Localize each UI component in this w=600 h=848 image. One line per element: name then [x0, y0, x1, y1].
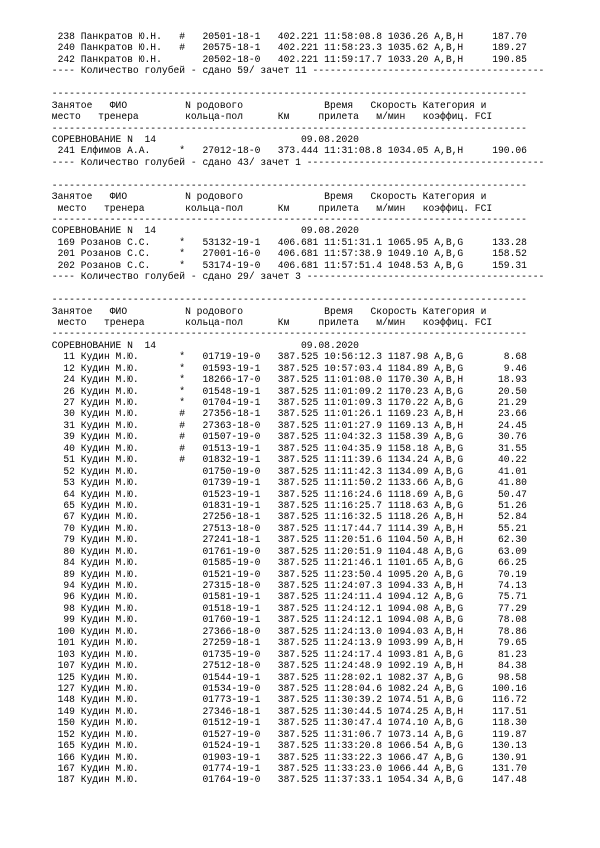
result-row: 165 Кудин М.Ю. 01524-19-1 387.525 11:33:20.8 1066.54 A,B,G 130.13 [46, 740, 527, 752]
results-printout [46, 31, 586, 786]
result-row: 101 Кудин М.Ю. 27259-18-1 387.525 11:24:13.9 1093.99 A,B,H 79.65 [46, 637, 527, 649]
result-row: 103 Кудин М.Ю. 01735-19-0 387.525 11:24:17.4 1093.81 A,B,G 81.23 [46, 648, 527, 660]
result-row: 65 Кудин М.Ю. 01831-19-1 387.525 11:16:25.7 1118.63 A,B,G 51.26 [46, 499, 527, 511]
summary-line: ---- Количество голубей - сдано 59/ зачет 11 ---------------------------------------- [46, 65, 545, 77]
result-row: 26 Кудин М.Ю. * 01548-19-1 387.525 11:01:09.2 1170.23 A,B,G 20.50 [46, 385, 527, 397]
result-row: 39 Кудин М.Ю. # 01507-19-0 387.525 11:04:32.3 1158.39 A,B,G 30.76 [46, 431, 527, 443]
result-row: 242 Панкратов Ю.Н. 20502-18-0 402.221 11:59:17.7 1033.20 A,B,H 190.85 [46, 53, 527, 65]
result-row: 79 Кудин М.Ю. 27241-18-1 387.525 11:20:51.6 1104.50 A,B,H 62.30 [46, 534, 527, 546]
column-header: Занятое ФИО N родового Время Скорость Категория и [46, 99, 487, 111]
result-row: 127 Кудин М.Ю. 01534-19-0 387.525 11:28:04.6 1082.24 A,B,G 100.16 [46, 682, 527, 694]
result-row: 94 Кудин М.Ю. 27315-18-0 387.525 11:24:07.3 1094.33 A,B,H 74.13 [46, 580, 527, 591]
result-row: 150 Кудин М.Ю. 01512-19-1 387.525 11:30:47.4 1074.10 A,B,G 118.30 [46, 717, 527, 729]
separator-line: ---------------------------------------------------------------------------------- [46, 122, 527, 134]
result-row: 27 Кудин М.Ю. * 01704-19-1 387.525 11:01:09.3 1170.22 A,B,G 21.29 [46, 397, 527, 408]
result-row: 125 Кудин М.Ю. 01544-19-1 387.525 11:28:02.1 1082.37 A,B,G 98.58 [46, 671, 527, 683]
competition-header: СОРЕВНОВАНИЕ N 14 09.08.2020 [46, 225, 359, 237]
result-row: 67 Кудин М.Ю. 27256-18-1 387.525 11:16:32.5 1118.26 A,B,H 52.84 [46, 511, 527, 523]
result-row: 12 Кудин М.Ю. * 01593-19-1 387.525 10:57:03.4 1184.89 A,B,G 9.46 [46, 362, 527, 374]
result-row: 11 Кудин М.Ю. * 01719-19-0 387.525 10:56:12.3 1187.98 A,B,G 8.68 [46, 351, 527, 363]
result-row: 169 Розанов С.С. * 53132-19-1 406.681 11:51:31.1 1065.95 A,B,G 133.28 [46, 236, 527, 248]
summary-line: ---- Количество голубей - сдано 43/ зачет 1 ----------------------------------------- [46, 156, 545, 168]
blank-line [46, 168, 586, 179]
column-header: Занятое ФИО N родового Время Скорость Категория и [46, 191, 487, 203]
result-row: 31 Кудин М.Ю. # 27363-18-0 387.525 11:01:27.9 1169.13 A,B,H 24.45 [46, 419, 527, 431]
column-header: место тренера кольца-пол Км прилета м/мин коэффиц. FCI [46, 316, 493, 328]
separator-line: ---------------------------------------------------------------------------------- [46, 88, 527, 100]
result-row: 84 Кудин М.Ю. 01585-19-0 387.525 11:21:46.1 1101.65 A,B,G 66.25 [46, 557, 527, 569]
result-row: 70 Кудин М.Ю. 27513-18-0 387.525 11:17:44.7 1114.39 A,B,H 55.21 [46, 522, 527, 534]
result-row: 40 Кудин М.Ю. # 01513-19-1 387.525 11:04:35.9 1158.18 A,B,G 31.55 [46, 442, 527, 454]
result-row: 107 Кудин М.Ю. 27512-18-0 387.525 11:24:48.9 1092.19 A,B,H 84.38 [46, 660, 527, 672]
blank-line [46, 283, 586, 294]
blank-line [46, 77, 586, 88]
result-row: 98 Кудин М.Ю. 01518-19-1 387.525 11:24:12.1 1094.08 A,B,G 77.29 [46, 602, 527, 614]
separator-line: ---------------------------------------------------------------------------------- [46, 294, 527, 306]
result-row: 152 Кудин М.Ю. 01527-19-0 387.525 11:31:06.7 1073.14 A,B,G 119.87 [46, 728, 527, 740]
result-row: 238 Панкратов Ю.Н. # 20501-18-1 402.221 11:58:08.8 1036.26 A,B,H 187.70 [46, 31, 527, 42]
result-row: 167 Кудин М.Ю. 01774-19-1 387.525 11:33:23.0 1066.44 A,B,G 131.70 [46, 763, 527, 774]
separator-line: ---------------------------------------------------------------------------------- [46, 214, 527, 225]
result-row: 99 Кудин М.Ю. 01760-19-1 387.525 11:24:12.1 1094.08 A,B,G 78.08 [46, 614, 527, 626]
competition-header: СОРЕВНОВАНИЕ N 14 09.08.2020 [46, 133, 359, 145]
result-row: 201 Розанов С.С. * 27001-16-0 406.681 11:57:38.9 1049.10 A,B,G 158.52 [46, 248, 527, 260]
result-row: 30 Кудин М.Ю. # 27356-18-1 387.525 11:01:26.1 1169.23 A,B,H 23.66 [46, 408, 527, 420]
result-row: 148 Кудин М.Ю. 01773-19-1 387.525 11:30:39.2 1074.51 A,B,G 116.72 [46, 694, 527, 706]
result-row: 187 Кудин М.Ю. 01764-19-0 387.525 11:37:33.1 1054.34 A,B,G 147.48 [46, 774, 527, 786]
result-row: 96 Кудин М.Ю. 01581-19-1 387.525 11:24:11.4 1094.12 A,B,G 75.71 [46, 591, 527, 603]
summary-line: ---- Количество голубей - сдано 29/ зачет 3 ----------------------------------------- [46, 271, 545, 283]
result-row: 51 Кудин М.Ю. # 01832-19-1 387.525 11:11:39.6 1134.24 A,B,G 40.22 [46, 454, 527, 466]
separator-line: ---------------------------------------------------------------------------------- [46, 179, 527, 191]
result-row: 100 Кудин М.Ю. 27366-18-0 387.525 11:24:13.0 1094.03 A,B,H 78.86 [46, 625, 527, 637]
result-row: 52 Кудин М.Ю. 01750-19-0 387.525 11:11:42.3 1134.09 A,B,G 41.01 [46, 465, 527, 477]
result-row: 166 Кудин М.Ю. 01903-19-1 387.525 11:33:22.3 1066.47 A,B,G 130.91 [46, 751, 527, 763]
separator-line: ---------------------------------------------------------------------------------- [46, 328, 527, 340]
result-row: 80 Кудин М.Ю. 01761-19-0 387.525 11:20:51.9 1104.48 A,B,G 63.09 [46, 545, 527, 557]
column-header: место тренера кольца-пол Км прилета м/мин коэффиц. FCI [46, 202, 493, 214]
result-row: 64 Кудин М.Ю. 01523-19-1 387.525 11:16:24.6 1118.69 A,B,G 50.47 [46, 488, 527, 500]
result-row: 241 Елфимов А.А. * 27012-18-0 373.444 11:31:08.8 1034.05 A,B,H 190.06 [46, 145, 527, 157]
result-row: 240 Панкратов Ю.Н. # 20575-18-1 402.221 11:58:23.3 1035.62 A,B,H 189.27 [46, 42, 527, 54]
result-row: 89 Кудин М.Ю. 01521-19-0 387.525 11:23:50.4 1095.20 A,B,G 70.19 [46, 568, 527, 580]
result-row: 24 Кудин М.Ю. * 18266-17-0 387.525 11:01:08.0 1170.30 A,B,H 18.93 [46, 374, 527, 386]
result-row: 53 Кудин М.Ю. 01739-19-1 387.525 11:11:50.2 1133.66 A,B,G 41.80 [46, 477, 527, 489]
result-row: 149 Кудин М.Ю. 27346-18-1 387.525 11:30:44.5 1074.25 A,B,H 117.51 [46, 705, 527, 717]
competition-header: СОРЕВНОВАНИЕ N 14 09.08.2020 [46, 339, 359, 351]
column-header: место тренера кольца-пол Км прилета м/мин коэффиц. FCI [46, 111, 493, 123]
column-header: Занятое ФИО N родового Время Скорость Категория и [46, 305, 487, 317]
result-row: 202 Розанов С.С. * 53174-19-0 406.681 11:57:51.4 1048.53 A,B,G 159.31 [46, 259, 527, 271]
